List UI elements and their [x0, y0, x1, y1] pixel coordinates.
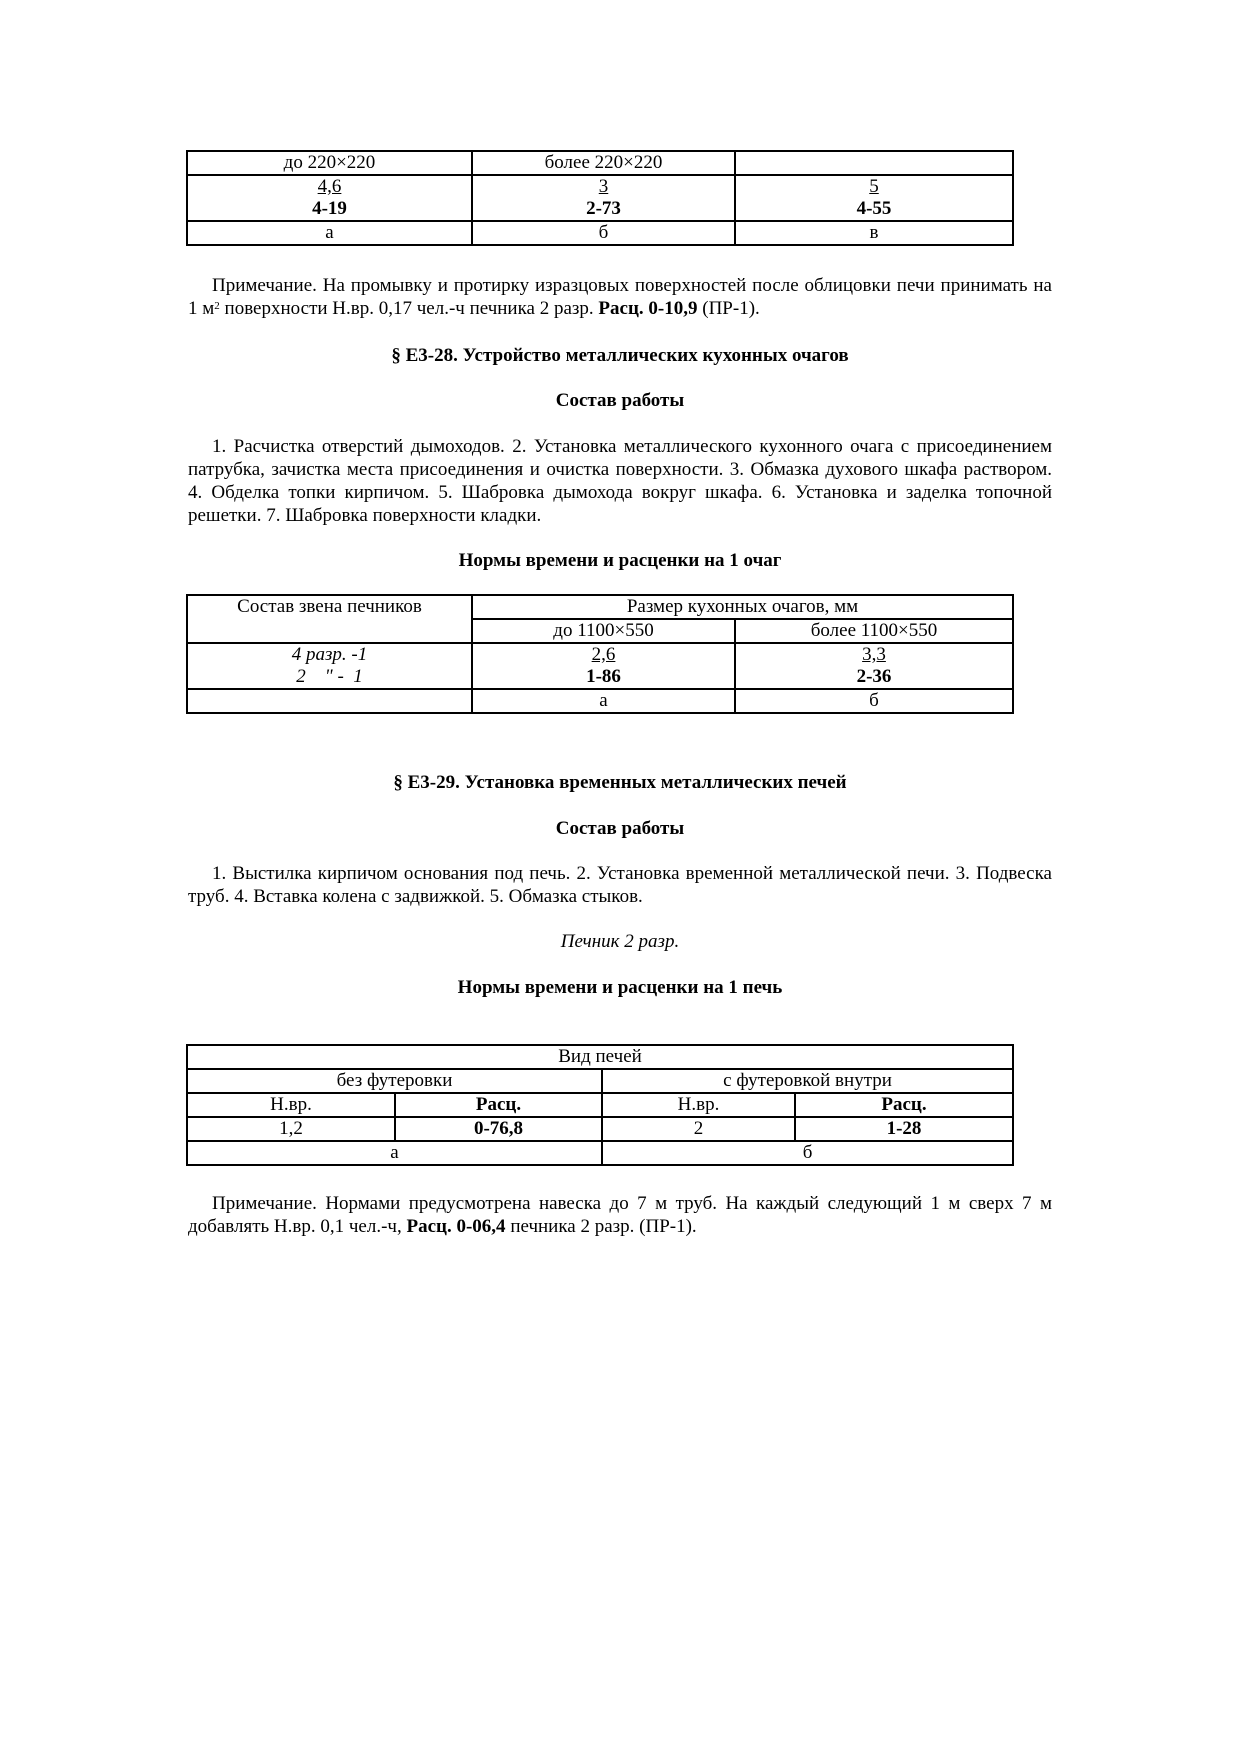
column-letter: а	[472, 689, 735, 713]
table-cell	[735, 643, 1013, 689]
note-2	[188, 1192, 1052, 1238]
crew-header: Состав звена печников	[187, 595, 472, 643]
table-cell	[187, 175, 472, 221]
table-row	[187, 689, 1013, 713]
empty-cell	[187, 689, 472, 713]
norm-value: 4,6	[317, 176, 342, 197]
column-letter: б	[602, 1141, 1013, 1165]
size-header: Размер кухонных очагов, мм	[472, 595, 1013, 619]
section-title-e3-29: § Е3-29. Установка временных металлических печей	[393, 772, 847, 793]
norms-heading: Нормы времени и расценки на 1 печь	[457, 977, 783, 998]
rate-value: 1-86	[586, 666, 621, 687]
column-letter: б	[472, 221, 735, 245]
size-col: до 1100×550	[472, 619, 735, 643]
note-text: печника 2 разр. (ПР-1).	[505, 1216, 697, 1237]
work-description: 1. Выстилка кирпичом основания под печь. 2. Установка временной металлической печи. 3. Подвеска труб. 4. Вставка колена с задвижкой. 5. Обмазка стыков.	[188, 863, 1052, 907]
note-text: поверхности Н.вр. 0,17 чел.-ч печника 2 разр.	[219, 298, 599, 319]
rate-value: 4-19	[312, 198, 347, 219]
table-row	[187, 595, 1013, 619]
rate-value: 4-55	[856, 198, 892, 219]
note-1	[188, 274, 1052, 320]
column-letter: б	[735, 689, 1013, 713]
table-row	[187, 643, 1013, 689]
rate-value: 1-28	[795, 1117, 1013, 1141]
norm-value: 2	[602, 1117, 795, 1141]
table-row	[187, 1117, 1013, 1141]
type-header: Вид печей	[187, 1045, 1013, 1069]
note-text: Примечание. На промывку и протирку изразцовых поверхностей после облицовки печи принимать на 1 м	[188, 275, 1052, 319]
work-description: 1. Расчистка отверстий дымоходов. 2. Установка металлического кухонного очага с присоединением патрубка, зачистка места присоединения и очистка поверхности. 3. Обмазка духового шкафа раствором. 4. Обделка топки кирпичом. 5. Шабровка дымохода вокруг шкафа. 6. Установка и заделка топочной решетки. 7. Шабровка поверхности кладки.	[188, 436, 1052, 526]
group-header: с футеровкой внутри	[602, 1069, 1013, 1093]
group-header: без футеровки	[187, 1069, 602, 1093]
hearth-norms-table	[186, 594, 1014, 714]
size-col: более 1100×550	[735, 619, 1013, 643]
stove-norms-table	[186, 1044, 1014, 1166]
rate-value: 0-76,8	[395, 1117, 602, 1141]
table-cell	[472, 175, 735, 221]
norm-value: 5	[869, 176, 879, 197]
norm-value: 1,2	[187, 1117, 395, 1141]
sub-header: Расц.	[795, 1093, 1013, 1117]
worker-grade: Печник 2 разр.	[560, 931, 680, 952]
note-rate: Расц. 0-06,4	[406, 1216, 506, 1237]
norm-value: 3,3	[862, 644, 886, 665]
crew-cell	[187, 643, 472, 689]
table-cell: до 220×220	[187, 151, 472, 175]
sub-header: Н.вр.	[187, 1093, 395, 1117]
work-heading: Состав работы	[555, 818, 685, 839]
table-row	[187, 151, 1013, 175]
norms-heading: Нормы времени и расценки на 1 очаг	[458, 550, 782, 571]
column-letter: в	[735, 221, 1013, 245]
norm-value: 3	[598, 176, 609, 197]
section-title-e3-28: § Е3-28. Устройство металлических кухонных очагов	[391, 345, 849, 366]
table-row	[187, 1045, 1013, 1069]
top-norms-table	[186, 150, 1014, 246]
work-heading: Состав работы	[555, 390, 685, 411]
rate-value: 2-36	[856, 666, 892, 687]
note-text: (ПР-1).	[697, 298, 760, 319]
column-letter: а	[187, 1141, 602, 1165]
norm-value: 2,6	[591, 644, 616, 665]
rate-value: 2-73	[586, 198, 621, 219]
table-row	[187, 1069, 1013, 1093]
table-row	[187, 175, 1013, 221]
table-cell: более 220×220	[472, 151, 735, 175]
note-text: Примечание. Нормами предусмотрена навеска до 7 м труб. На каждый следующий 1 м сверх 7 м добавлять Н.вр. 0,1 чел.-ч,	[188, 1193, 1052, 1237]
table-row	[187, 1141, 1013, 1165]
table-cell	[472, 643, 735, 689]
superscript: 2	[214, 300, 220, 312]
crew-line: 4 разр. -1	[291, 644, 368, 665]
table-cell	[735, 151, 1013, 175]
column-letter: а	[187, 221, 472, 245]
sub-header: Н.вр.	[602, 1093, 795, 1117]
note-rate: Расц. 0-10,9	[598, 298, 698, 319]
crew-line: 2 " - 1	[296, 666, 363, 687]
sub-header: Расц.	[395, 1093, 602, 1117]
table-row	[187, 1093, 1013, 1117]
table-row	[187, 221, 1013, 245]
table-cell	[735, 175, 1013, 221]
